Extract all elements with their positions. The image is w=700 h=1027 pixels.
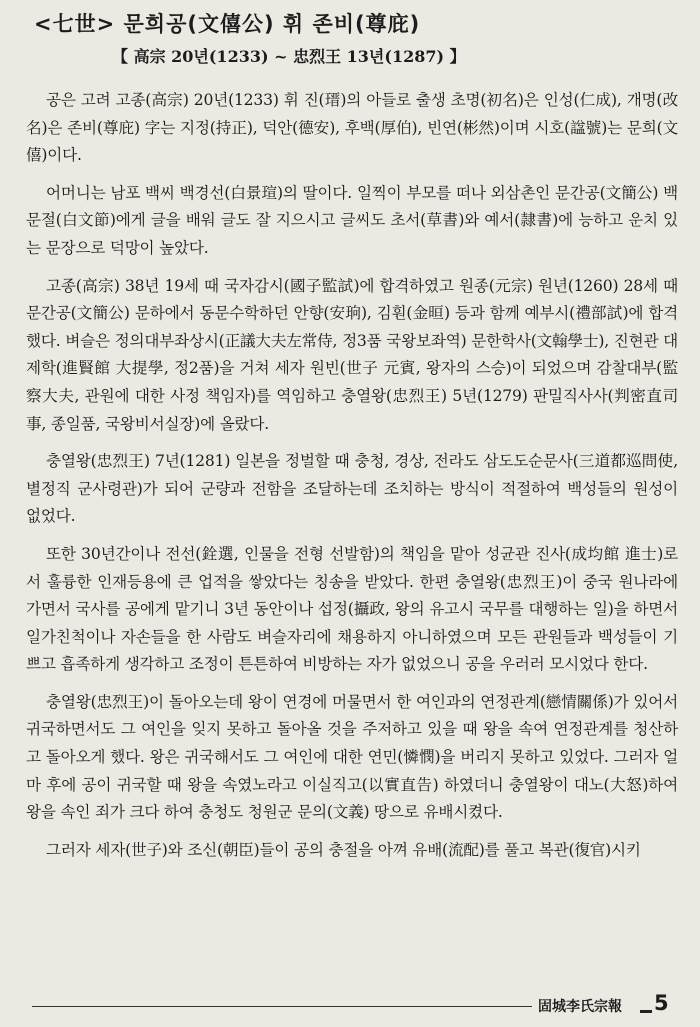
paragraph: 어머니는 남포 백씨 백경선(白景瑄)의 딸이다. 일찍이 부모를 떠나 외삼촌인 문간공(文簡公) 백문절(白文節)에게 글을 배워 글도 잘 지으시고 글씨도 초서(草書)와 예서(隷書)에 능하고 운치 있는 문장으로 덕망이 높았다. — [26, 183, 678, 257]
paragraph: 그러자 세자(世子)와 조신(朝臣)들이 공의 충절을 아껴 유배(流配)를 풀고 복관(復官)시키 — [46, 840, 641, 859]
paragraph: 또한 30년간이나 전선(銓選, 인물을 전형 선발함)의 책임을 맡아 성균관 진사(成均館 進士)로서 훌륭한 인재등용에 큰 업적을 쌓았다는 칭송을 받았다. 한편 충열왕(忠烈王)이 중국 원나라에 가면서 국사를 공에게 맡기니 3년 동안이나 섭정(攝政, 왕의 유고시 국무를 대행하는 일)을 하면서 일가친척이나 자손들을 한 사람도 벼슬자리에 채용하지 아니하였으며 모든 관원들과 백성들이 기쁘고 흡족하게 생각하고 조정이 튼튼하여 비방하는 자가 없었으니 공을 우러러 모시었다 한다. — [26, 544, 678, 674]
page-number: 5 — [654, 991, 669, 1015]
footer-divider — [32, 1006, 532, 1007]
paragraph: 충열왕(忠烈王) 7년(1281) 일본을 정벌할 때 충청, 경상, 전라도 삼도도순문사(三道都巡問使, 별정직 군사령관)가 되어 군량과 전함을 조달하는데 조치하는 방식이 적절하여 백성들의 원성이 없었다. — [26, 452, 678, 526]
footer-separator — [640, 1010, 652, 1013]
paragraph: 공은 고려 고종(高宗) 20년(1233) 휘 진(瑨)의 아들로 출생 초명(初名)은 인성(仁成), 개명(改名)은 존비(尊庇) 字는 지정(持正), 덕안(德安), 후백(厚伯), 빈연(彬然)이며 시호(諡號)는 문희(文僖)이다. — [26, 91, 678, 165]
page-subtitle: 【 高宗 20년(1233) ~ 忠烈王 13년(1287) 】 — [112, 47, 466, 66]
paragraph: 고종(高宗) 38년 19세 때 국자감시(國子監試)에 합격하였고 원종(元宗) 원년(1260) 28세 때 문간공(文簡公) 문하에서 동문수학하던 안향(安珦), 김훤(金晅) 등과 함께 예부시(禮部試)에 합격했다. 벼슬은 정의대부좌상시(正議大夫左常侍, 정3품 국왕보좌역) 문한학사(文翰學士), 진현관 대제학(進賢館 大提學, 정2품)을 거쳐 세자 원빈(世子 元賓, 왕자의 스승)이 되었으며 감찰대부(監察大夫, 관원에 대한 사정 책임자)를 역임하고 충열왕(忠烈王) 5년(1279) 판밀직사사(判密直司事, 종일품, 국왕비서실장)에 올랐다. — [26, 276, 678, 433]
footer-publication-name: 固城李氏宗報 — [538, 999, 622, 1015]
paragraph: 충열왕(忠烈王)이 돌아오는데 왕이 연경에 머물면서 한 여인과의 연정관계(戀情關係)가 있어서 귀국하면서도 그 여인을 잊지 못하고 돌아올 것을 주저하고 있을 때 왕을 속여 연정관계를 청산하고 돌아오게 했다. 왕은 귀국해서도 그 여인에 대한 연민(憐憫)을 버리지 못하고 있었다. 그러자 얼마 후에 공이 귀국할 때 왕을 속였노라고 이실직고(以實直告) 하였더니 충열왕이 대노(大怒)하여 왕을 속인 죄가 크다 하여 충청도 청원군 문의(文義) 땅으로 유배시켰다. — [26, 692, 678, 822]
page-footer — [0, 991, 700, 1020]
page-title: <七世> 문희공(文僖公) 휘 존비(尊庇) — [34, 12, 421, 36]
body-text — [26, 87, 678, 874]
